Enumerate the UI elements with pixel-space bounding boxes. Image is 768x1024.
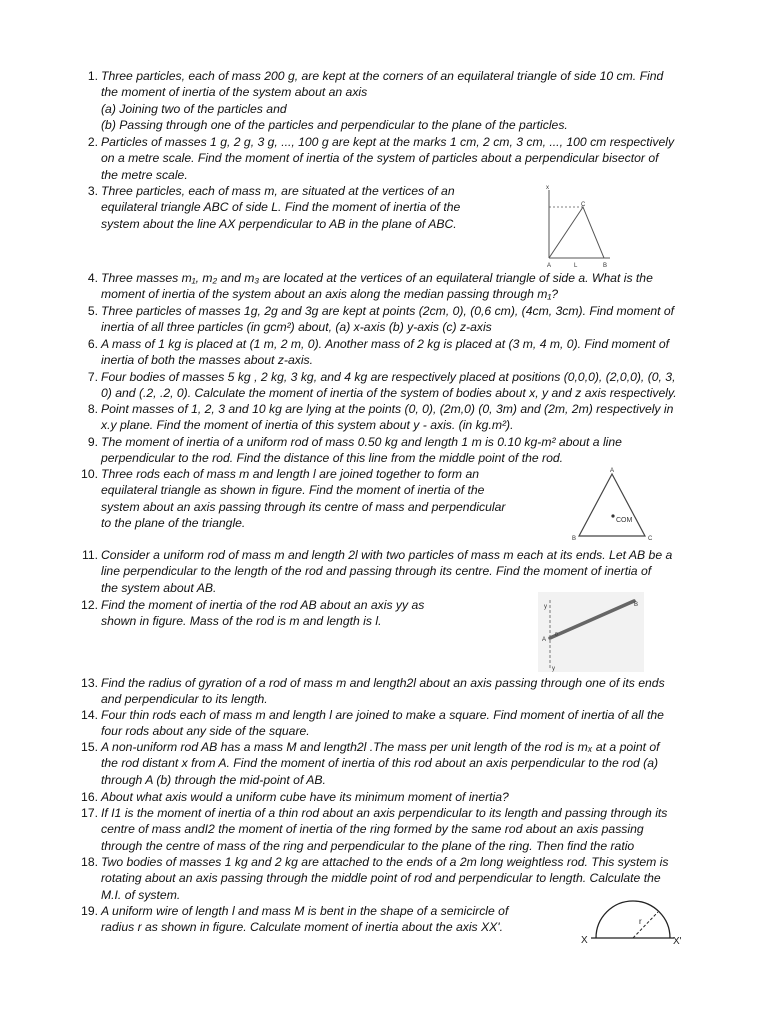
question-text	[101, 707, 711, 740]
question-line: through A (b) through the mid-point of AB.	[101, 772, 326, 787]
question-line: Four thin rods each of mass m and length l are joined to make a square. Find moment of inertia of all the	[101, 708, 664, 722]
question-line: inertia of all three particles (in gcm²) about, (a) x-axis (b) y-axis (c) z-axis	[101, 320, 492, 335]
question-line: Three particles, each of mass m, are situated at the vertices of an	[101, 184, 455, 198]
question-text	[101, 597, 541, 630]
fig12-label-y-top: y	[544, 604, 547, 610]
question-number: 11.	[81, 548, 98, 562]
question-text	[101, 434, 711, 467]
question-number: 5.	[87, 304, 98, 318]
question-text	[101, 903, 541, 936]
question-line: the system about AB.	[101, 580, 217, 595]
question-text	[101, 270, 711, 303]
fig3-label-c: C	[581, 202, 586, 208]
question-number: 13.	[81, 676, 98, 690]
question-line: the metre scale.	[101, 167, 188, 182]
figure-semicircle	[578, 900, 690, 950]
question-line: Consider a uniform rod of mass m and length 2l with two particles of mass m each at its ends. Let AB be a	[101, 548, 673, 562]
fig3-label-b: B	[603, 263, 608, 269]
question-line: on a metre scale. Find the moment of inertia of the system of particles about a perpendicular bisector of	[101, 151, 659, 166]
question-number: 3.	[87, 184, 98, 198]
question-line: (a) Joining two of the particles and	[101, 101, 287, 116]
question-line: system about the line AX perpendicular to AB in the plane of ABC.	[101, 216, 457, 231]
question-text	[101, 336, 711, 369]
question-line: four rods about any side of the square.	[101, 724, 310, 739]
fig3-label-a: A	[547, 263, 552, 269]
question-number: 17.	[81, 806, 98, 820]
fig10-label-c: C	[648, 536, 653, 542]
question-number: 6.	[87, 337, 98, 351]
question-line: Point masses of 1, 2, 3 and 10 kg are lying at the points (0, 0), (2m,0) (0, 3m) and (2m, 2m) respectively in	[101, 402, 674, 416]
question-text	[101, 789, 711, 805]
question-text	[101, 134, 711, 183]
question-number: 8.	[87, 402, 98, 416]
question-line: About what axis would a uniform cube have its minimum moment of inertia?	[101, 790, 509, 804]
question-line: x.y plane. Find the moment of inertia of this system about y - axis. (in kg.m²).	[101, 418, 514, 433]
question-line: Find the radius of gyration of a rod of mass m and length2l about an axis passing through one of its ends	[101, 676, 665, 690]
fig10-label-b: B	[572, 536, 577, 542]
question-number: 10.	[81, 467, 98, 481]
question-text	[101, 854, 711, 903]
question-text	[101, 183, 541, 232]
fig3-label-l: L	[574, 263, 578, 269]
question-text	[101, 466, 541, 532]
question-line: and perpendicular to its length.	[101, 692, 268, 707]
question-line: radius r as shown in figure. Calculate moment of inertia about the axis XX'.	[101, 920, 504, 935]
question-number: 9.	[87, 435, 98, 449]
fig3-label-x: x	[546, 185, 549, 191]
question-line: inertia of both the masses about z-axis.	[101, 353, 314, 368]
question-line: equilateral triangle ABC of side L. Find the moment of inertia of the	[101, 200, 461, 215]
question-line: the moment of inertia of the system about an axis	[101, 85, 368, 100]
fig19-label-x: X	[581, 935, 588, 946]
question-text	[101, 369, 711, 402]
question-line: equilateral triangle as shown in figure. Find the moment of inertia of the	[101, 483, 485, 498]
question-line: Three particles, each of mass 200 g, are kept at the corners of an equilateral triangle of side 10 cm. Find	[101, 69, 664, 83]
fig12-label-theta: θ	[555, 632, 558, 638]
question-number: 16.	[81, 790, 98, 804]
question-text	[101, 68, 711, 134]
question-line: If I1 is the moment of inertia of a thin rod about an axis perpendicular to its length and passing through its	[101, 806, 668, 820]
question-text	[101, 303, 711, 336]
question-line: perpendicular to the rod. Find the distance of this line from the middle point of the rod.	[101, 451, 564, 466]
question-number: 7.	[87, 370, 98, 384]
question-line: The moment of inertia of a uniform rod of mass 0.50 kg and length 1 m is 0.10 kg-m² about a line	[101, 435, 622, 449]
question-number: 15.	[81, 740, 98, 754]
fig19-label-x-prime: X'	[673, 936, 682, 947]
question-number: 4.	[87, 271, 98, 285]
question-number: 2.	[87, 135, 98, 149]
question-line: rotating about an axis passing through the middle point of rod and perpendicular to length. Calculate the	[101, 871, 661, 886]
question-text	[101, 401, 711, 434]
question-number: 19.	[81, 904, 98, 918]
question-line: the rod distant x from A. Find the moment of inertia of this rod about an axis perpendicular to the rod (a)	[101, 756, 659, 771]
fig12-label-a: A	[542, 637, 547, 643]
question-line: to the plane of the triangle.	[101, 516, 246, 531]
question-line: M.I. of system.	[101, 887, 181, 902]
question-line: A uniform wire of length l and mass M is bent in the shape of a semicircle of	[101, 904, 509, 918]
question-line: A mass of 1 kg is placed at (1 m, 2 m, 0). Another mass of 2 kg is placed at (3 m, 4 m, 0). Find moment of	[101, 337, 670, 351]
question-line: Three masses m₁, m₂ and m₃ are located at the vertices of an equilateral triangle of side a. What is the	[101, 271, 653, 285]
question-text	[101, 805, 711, 854]
question-line: line perpendicular to the length of the rod and passing through its centre. Find the moment of inertia of	[101, 564, 652, 579]
question-text	[101, 675, 711, 708]
question-line: moment of inertia of the system about an axis along the median passing through m₁?	[101, 287, 559, 302]
question-line: A non-uniform rod AB has a mass M and length2l .The mass per unit length of the rod is mₓ at a point of	[101, 740, 660, 754]
figure-triangle-com	[562, 466, 662, 544]
question-text	[101, 547, 711, 596]
question-text	[101, 739, 711, 788]
fig10-label-a: A	[610, 468, 615, 474]
question-number: 18.	[81, 855, 98, 869]
fig12-label-y-bottom: y	[552, 666, 555, 672]
question-line: system about an axis passing through its centre of mass and perpendicular	[101, 499, 506, 514]
figure-triangle-axis	[540, 184, 630, 270]
question-line: through the centre of mass of the ring and perpendicular to the plane of the ring. Then find the ratio	[101, 838, 635, 853]
question-line: Particles of masses 1 g, 2 g, 3 g, ..., 100 g are kept at the marks 1 cm, 2 cm, 3 cm, ..., 100 cm respectively	[101, 135, 675, 149]
question-line: Four bodies of masses 5 kg , 2 kg, 3 kg, and 4 kg are respectively placed at positions (0,0,0), (2,0,0), (0, 3,	[101, 370, 676, 384]
question-line: Three particles of masses 1g, 2g and 3g are kept at points (2cm, 0), (0,6 cm), (4cm, 3cm). Find moment of	[101, 304, 675, 318]
question-line: centre of mass andI2 the moment of inertia of the ring formed by the same rod about an axis passing	[101, 822, 644, 837]
figure-rod-axis	[538, 592, 644, 672]
question-line: shown in figure. Mass of the rod is m and length is l.	[101, 614, 382, 629]
question-line: (b) Passing through one of the particles and perpendicular to the plane of the particles.	[101, 118, 568, 133]
fig19-label-r: r	[639, 917, 642, 926]
question-number: 1.	[87, 69, 98, 83]
question-line: Two bodies of masses 1 kg and 2 kg are attached to the ends of a 2m long weightless rod. This system is	[101, 855, 669, 869]
question-line: Find the moment of inertia of the rod AB about an axis yy as	[101, 598, 425, 612]
question-line: Three rods each of mass m and length l are joined together to form an	[101, 467, 480, 481]
fig12-label-b: B	[634, 602, 639, 608]
fig10-label-com: COM	[616, 517, 633, 524]
question-number: 14.	[81, 708, 98, 722]
question-number: 12.	[81, 598, 98, 612]
question-line: 0) and (.2, .2, 0). Calculate the moment of inertia of the system of bodies about x, y and z axis respectively.	[101, 386, 677, 401]
